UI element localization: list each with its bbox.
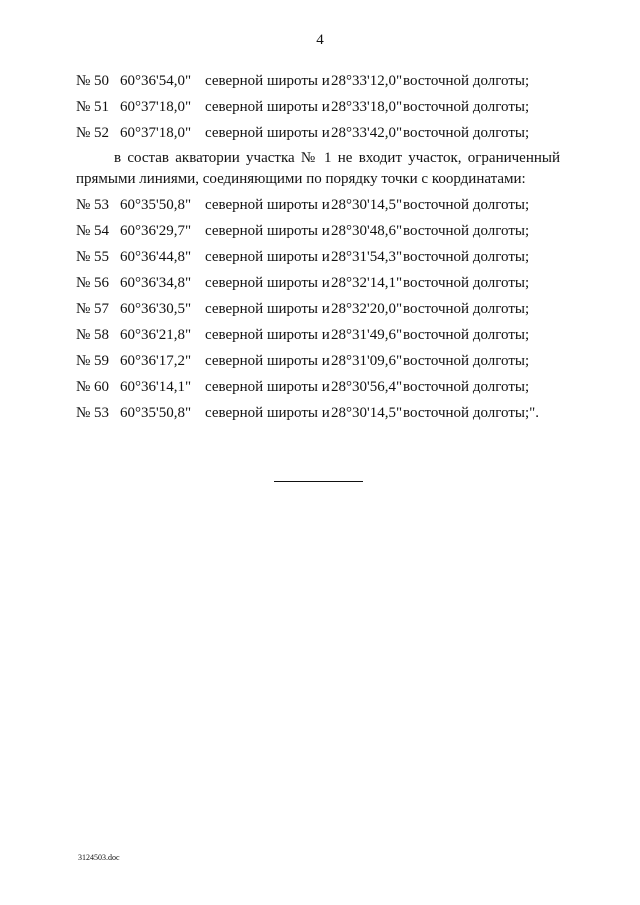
longitude-value: 28°32'20,0" [331, 301, 403, 317]
coordinate-row [76, 348, 596, 374]
longitude-label: восточной долготы; [403, 379, 530, 395]
latitude-value: 60°37'18,0" [120, 125, 192, 141]
exclusion-paragraph: в состав акватории участка № 1 не входит участок, ограниченный прямыми линиями, соединяющими по порядку точки с координатами: [76, 150, 560, 187]
longitude-value: 28°30'14,5" [331, 405, 403, 421]
longitude-value: 28°33'18,0" [331, 99, 403, 115]
point-number: № 53 [76, 197, 110, 213]
longitude-value: 28°31'49,6" [331, 327, 403, 343]
coordinate-list-1 [76, 68, 596, 146]
longitude-value: 28°30'56,4" [331, 379, 403, 395]
point-number: № 51 [76, 99, 110, 115]
longitude-label: восточной долготы;". [403, 405, 540, 421]
latitude-label: северной широты и [205, 301, 330, 317]
latitude-value: 60°36'34,8" [120, 275, 192, 291]
coordinate-row [76, 68, 596, 94]
latitude-label: северной широты и [205, 275, 330, 291]
coordinate-row [76, 296, 596, 322]
longitude-value: 28°31'54,3" [331, 249, 403, 265]
latitude-value: 60°36'30,5" [120, 301, 192, 317]
document-reference: 3124503.doc [78, 853, 120, 862]
page-number: 4 [316, 32, 324, 48]
coordinate-row [76, 120, 596, 146]
separator-line [274, 481, 363, 482]
coordinate-row [76, 218, 596, 244]
latitude-label: северной широты и [205, 249, 330, 265]
latitude-value: 60°35'50,8" [120, 405, 192, 421]
coordinate-row [76, 322, 596, 348]
latitude-label: северной широты и [205, 353, 330, 369]
point-number: № 54 [76, 223, 110, 239]
longitude-label: восточной долготы; [403, 99, 530, 115]
coordinate-row [76, 400, 596, 426]
longitude-label: восточной долготы; [403, 73, 530, 89]
longitude-label: восточной долготы; [403, 223, 530, 239]
longitude-label: восточной долготы; [403, 275, 530, 291]
coordinate-row [76, 192, 596, 218]
latitude-value: 60°37'18,0" [120, 99, 192, 115]
coordinate-list-2 [76, 192, 596, 426]
latitude-label: северной широты и [205, 99, 330, 115]
longitude-value: 28°30'14,5" [331, 197, 403, 213]
longitude-value: 28°33'42,0" [331, 125, 403, 141]
point-number: № 58 [76, 327, 110, 343]
point-number: № 56 [76, 275, 110, 291]
longitude-value: 28°31'09,6" [331, 353, 403, 369]
latitude-value: 60°36'21,8" [120, 327, 192, 343]
point-number: № 50 [76, 73, 110, 89]
latitude-value: 60°36'17,2" [120, 353, 192, 369]
latitude-label: северной широты и [205, 73, 330, 89]
longitude-value: 28°30'48,6" [331, 223, 403, 239]
point-number: № 55 [76, 249, 110, 265]
latitude-label: северной широты и [205, 405, 330, 421]
longitude-value: 28°32'14,1" [331, 275, 403, 291]
latitude-label: северной широты и [205, 379, 330, 395]
latitude-label: северной широты и [205, 327, 330, 343]
longitude-label: восточной долготы; [403, 301, 530, 317]
longitude-label: восточной долготы; [403, 249, 530, 265]
longitude-label: восточной долготы; [403, 197, 530, 213]
longitude-label: восточной долготы; [403, 125, 530, 141]
latitude-value: 60°35'50,8" [120, 197, 192, 213]
latitude-label: северной широты и [205, 125, 330, 141]
latitude-value: 60°36'44,8" [120, 249, 192, 265]
longitude-label: восточной долготы; [403, 327, 530, 343]
latitude-value: 60°36'54,0" [120, 73, 192, 89]
longitude-value: 28°33'12,0" [331, 73, 403, 89]
point-number: № 52 [76, 125, 110, 141]
coordinate-row [76, 94, 596, 120]
point-number: № 59 [76, 353, 110, 369]
latitude-label: северной широты и [205, 197, 330, 213]
coordinate-row [76, 374, 596, 400]
coordinate-row [76, 244, 596, 270]
coordinate-row [76, 270, 596, 296]
longitude-label: восточной долготы; [403, 353, 530, 369]
point-number: № 53 [76, 405, 110, 421]
point-number: № 57 [76, 301, 110, 317]
latitude-value: 60°36'14,1" [120, 379, 192, 395]
latitude-label: северной широты и [205, 223, 330, 239]
point-number: № 60 [76, 379, 110, 395]
latitude-value: 60°36'29,7" [120, 223, 192, 239]
